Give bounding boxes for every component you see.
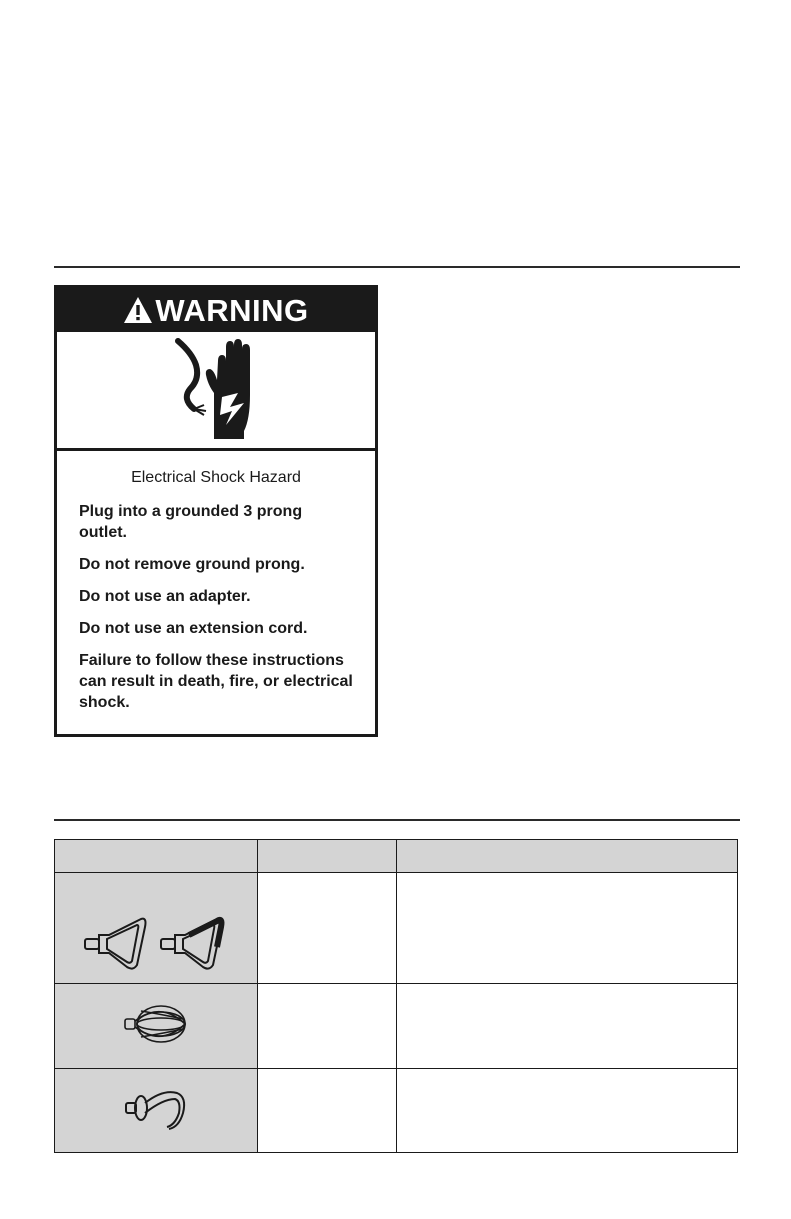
warning-line: Do not remove ground prong. <box>79 556 305 573</box>
accessory-description <box>397 873 738 984</box>
accessory-table <box>54 839 738 1153</box>
accessory-description <box>397 984 738 1069</box>
alert-triangle-icon <box>123 296 153 324</box>
warning-header <box>57 288 375 332</box>
table-row <box>55 1069 738 1153</box>
accessory-name <box>258 1069 397 1153</box>
dough-hook-icon <box>55 1069 258 1153</box>
table-header-cell <box>55 840 258 873</box>
warning-line: Do not use an adapter. <box>79 588 251 605</box>
warning-line: Plug into a grounded 3 prong outlet. <box>79 503 303 541</box>
table-row <box>55 984 738 1069</box>
electrical-shock-hand-icon <box>57 332 375 451</box>
accessory-name <box>258 984 397 1069</box>
section-divider-top <box>54 266 740 268</box>
accessory-name <box>258 873 397 984</box>
wire-whip-icon <box>55 984 258 1069</box>
flat-beater-icon <box>55 873 258 984</box>
table-header-row <box>55 840 738 873</box>
warning-body <box>57 451 375 713</box>
section-divider-mid <box>54 819 740 821</box>
accessory-description <box>397 1069 738 1153</box>
warning-line: Do not use an extension cord. <box>79 620 308 637</box>
warning-box <box>54 285 378 737</box>
warning-title: WARNING <box>155 292 309 328</box>
table-header-cell <box>258 840 397 873</box>
table-header-cell <box>397 840 738 873</box>
hazard-title: Electrical Shock Hazard <box>131 469 301 486</box>
warning-line: Failure to follow these instructions can result in death, fire, or electrical shock. <box>79 652 353 711</box>
table-row <box>55 873 738 984</box>
